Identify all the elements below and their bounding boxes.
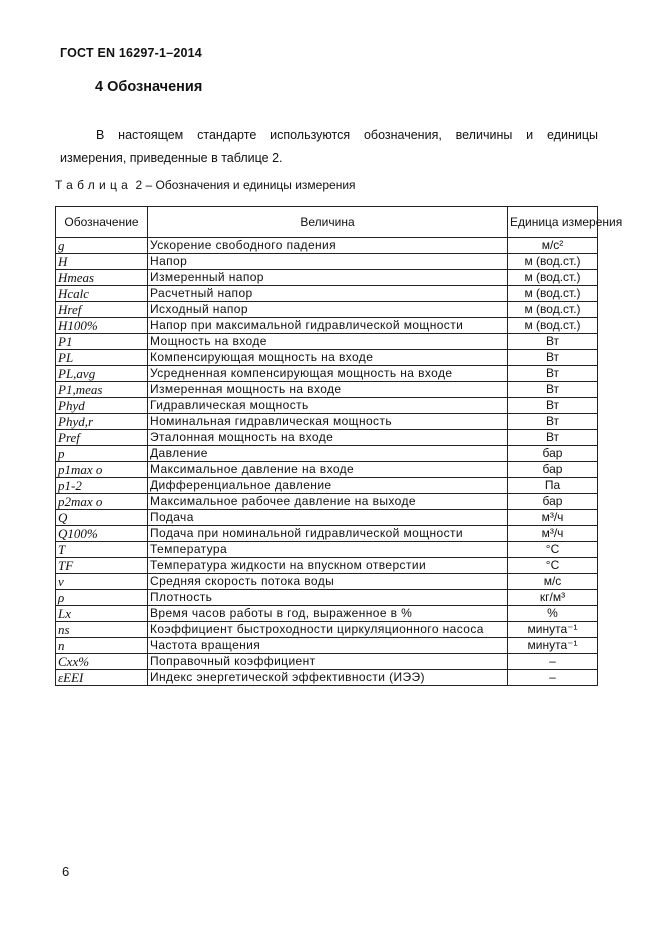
quantity-cell: Номинальная гидравлическая мощность — [148, 414, 508, 430]
page-number: 6 — [62, 864, 70, 879]
quantity-cell: Измеренный напор — [148, 270, 508, 286]
table-caption-number: 2 — [135, 178, 143, 192]
quantity-cell: Максимальное рабочее давление на выходе — [148, 494, 508, 510]
quantity-cell: Максимальное давление на входе — [148, 462, 508, 478]
document-code: ГОСТ EN 16297-1–2014 — [60, 46, 202, 60]
table-row — [56, 526, 598, 542]
quantity-cell: Давление — [148, 446, 508, 462]
unit-cell: м/с — [508, 574, 598, 590]
symbols-table — [55, 206, 623, 686]
table-caption — [55, 178, 356, 192]
unit-cell: – — [508, 670, 598, 686]
symbol-cell: g — [56, 238, 148, 254]
symbol-cell: PL — [56, 350, 148, 366]
quantity-cell: Плотность — [148, 590, 508, 606]
unit-cell: м (вод.ст.) — [508, 270, 598, 286]
quantity-cell: Температура — [148, 542, 508, 558]
quantity-cell: Расчетный напор — [148, 286, 508, 302]
quantity-cell: Поправочный коэффициент — [148, 654, 508, 670]
symbol-cell: Hmeas — [56, 270, 148, 286]
table-row — [56, 590, 598, 606]
table-row — [56, 366, 598, 382]
quantity-cell: Исходный напор — [148, 302, 508, 318]
quantity-cell: Дифференциальное давление — [148, 478, 508, 494]
table-row — [56, 398, 598, 414]
symbol-cell: p1max o — [56, 462, 148, 478]
quantity-cell: Мощность на входе — [148, 334, 508, 350]
table-row — [56, 318, 598, 334]
table-row — [56, 638, 598, 654]
quantity-cell: Время часов работы в год, выраженное в % — [148, 606, 508, 622]
symbol-cell: p2max o — [56, 494, 148, 510]
quantity-cell: Напор при максимальной гидравлической мощности — [148, 318, 508, 334]
quantity-cell: Гидравлическая мощность — [148, 398, 508, 414]
table-row — [56, 574, 598, 590]
unit-cell: м/с² — [508, 238, 598, 254]
unit-cell: м (вод.ст.) — [508, 302, 598, 318]
table-row — [56, 446, 598, 462]
symbol-cell: Hcalc — [56, 286, 148, 302]
section-title: 4 Обозначения — [95, 79, 203, 95]
unit-cell: Вт — [508, 398, 598, 414]
symbol-cell: P1 — [56, 334, 148, 350]
symbol-cell: p1-2 — [56, 478, 148, 494]
header-quantity: Величина — [148, 207, 508, 238]
symbol-cell: T — [56, 542, 148, 558]
table-row — [56, 430, 598, 446]
unit-cell: м (вод.ст.) — [508, 318, 598, 334]
quantity-cell: Напор — [148, 254, 508, 270]
table-row — [56, 414, 598, 430]
unit-cell: °С — [508, 558, 598, 574]
quantity-cell: Компенсирующая мощность на входе — [148, 350, 508, 366]
unit-cell: бар — [508, 494, 598, 510]
unit-cell: м³/ч — [508, 510, 598, 526]
quantity-cell: Средняя скорость потока воды — [148, 574, 508, 590]
symbol-cell: Pref — [56, 430, 148, 446]
symbol-cell: H — [56, 254, 148, 270]
quantity-cell: Измеренная мощность на входе — [148, 382, 508, 398]
unit-cell: бар — [508, 462, 598, 478]
table-row — [56, 558, 598, 574]
unit-cell: бар — [508, 446, 598, 462]
unit-cell: °С — [508, 542, 598, 558]
symbol-cell: εEEI — [56, 670, 148, 686]
header-unit: Единица измерения — [508, 207, 598, 238]
unit-cell: м (вод.ст.) — [508, 286, 598, 302]
unit-cell: Па — [508, 478, 598, 494]
table-row — [56, 670, 598, 686]
unit-cell: кг/м³ — [508, 590, 598, 606]
symbol-cell: Q — [56, 510, 148, 526]
paragraph-line-1: В настоящем стандарте используются обозначения, величины и единицы — [96, 128, 598, 142]
intro-paragraph — [60, 124, 598, 170]
symbol-cell: ns — [56, 622, 148, 638]
symbol-cell: Cxx% — [56, 654, 148, 670]
unit-cell: Вт — [508, 366, 598, 382]
symbol-cell: PL,avg — [56, 366, 148, 382]
table-row — [56, 622, 598, 638]
symbol-cell: Href — [56, 302, 148, 318]
quantity-cell: Усредненная компенсирующая мощность на входе — [148, 366, 508, 382]
unit-cell: – — [508, 654, 598, 670]
header-symbol: Обозначение — [56, 207, 148, 238]
unit-cell: Вт — [508, 350, 598, 366]
table-row — [56, 350, 598, 366]
table-row — [56, 254, 598, 270]
table-row — [56, 494, 598, 510]
symbol-cell: p — [56, 446, 148, 462]
symbol-cell: H100% — [56, 318, 148, 334]
unit-cell: % — [508, 606, 598, 622]
quantity-cell: Температура жидкости на впускном отверстии — [148, 558, 508, 574]
unit-cell: м³/ч — [508, 526, 598, 542]
table-row — [56, 302, 598, 318]
table-row — [56, 542, 598, 558]
symbol-cell: ρ — [56, 590, 148, 606]
quantity-cell: Коэффициент быстроходности циркуляционного насоса — [148, 622, 508, 638]
unit-cell: Вт — [508, 382, 598, 398]
unit-cell: Вт — [508, 334, 598, 350]
table-header-row — [56, 207, 598, 238]
table-row — [56, 478, 598, 494]
table-row — [56, 286, 598, 302]
table-caption-text: – Обозначения и единицы измерения — [145, 178, 356, 192]
unit-cell: Вт — [508, 430, 598, 446]
paragraph-line-2: измерения, приведенные в таблице 2. — [60, 151, 283, 165]
unit-cell: м (вод.ст.) — [508, 254, 598, 270]
symbol-cell: Phyd — [56, 398, 148, 414]
table-row — [56, 238, 598, 254]
symbol-cell: P1,meas — [56, 382, 148, 398]
quantity-cell: Ускорение свободного падения — [148, 238, 508, 254]
symbol-cell: n — [56, 638, 148, 654]
quantity-cell: Индекс энергетической эффективности (ИЭЭ) — [148, 670, 508, 686]
quantity-cell: Подача — [148, 510, 508, 526]
table-row — [56, 654, 598, 670]
symbol-cell: Phyd,r — [56, 414, 148, 430]
unit-cell: Вт — [508, 414, 598, 430]
table-caption-word: Таблица — [55, 178, 133, 192]
table-row — [56, 606, 598, 622]
quantity-cell: Частота вращения — [148, 638, 508, 654]
symbol-cell: TF — [56, 558, 148, 574]
symbol-cell: Lx — [56, 606, 148, 622]
table-row — [56, 270, 598, 286]
table-row — [56, 510, 598, 526]
unit-cell: минута⁻¹ — [508, 638, 598, 654]
table-row — [56, 334, 598, 350]
table-row — [56, 382, 598, 398]
symbol-cell: v — [56, 574, 148, 590]
unit-cell: минута⁻¹ — [508, 622, 598, 638]
quantity-cell: Подача при номинальной гидравлической мощности — [148, 526, 508, 542]
quantity-cell: Эталонная мощность на входе — [148, 430, 508, 446]
symbol-cell: Q100% — [56, 526, 148, 542]
table-row — [56, 462, 598, 478]
